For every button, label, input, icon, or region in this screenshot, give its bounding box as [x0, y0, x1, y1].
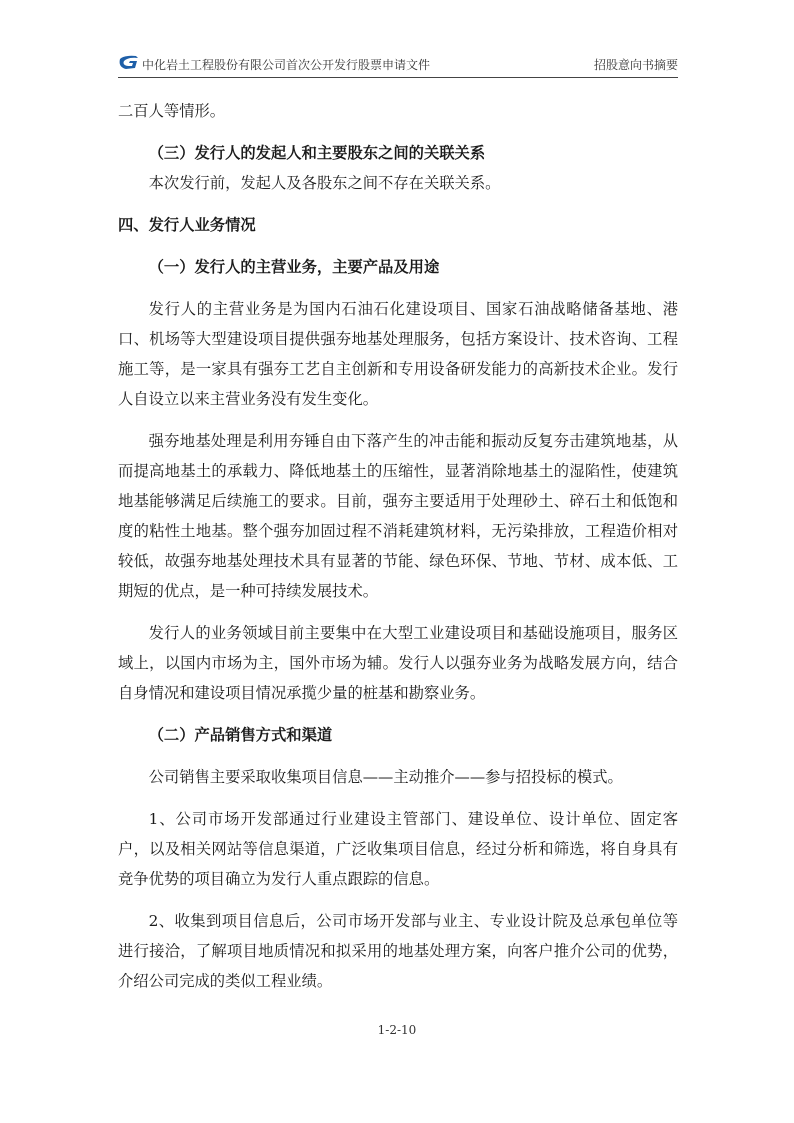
paragraph: 1、公司市场开发部通过行业建设主管部门、建设单位、设计单位、固定客户，以及相关网站等信息渠道，广泛收集项目信息，经过分析和筛选，将自身具有竞争优势的项目确立为发行人重点跟踪的信息。 [118, 810, 678, 888]
section-heading: （二）产品销售方式和渠道 [148, 726, 333, 744]
paragraph: 二百人等情形。 [118, 102, 226, 120]
paragraph: 发行人的主营业务是为国内石油石化建设项目、国家石油战略储备基地、港口、机场等大型建设项目提供强夯地基处理服务，包括方案设计、技术咨询、工程施工等，是一家具有强夯工艺自主创新和专用设备研发能力的高新技术企业。发行人自设立以来主营业务没有发生变化。 [118, 300, 678, 408]
header-divider [118, 77, 678, 78]
page-number: 1-2-10 [377, 1023, 417, 1037]
company-logo-icon [118, 55, 140, 71]
paragraph: 公司销售主要采取收集项目信息——主动推介——参与招投标的模式。 [148, 768, 623, 786]
section-heading: 四、发行人业务情况 [118, 216, 256, 234]
page-content [118, 96, 678, 996]
paragraph: 本次发行前，发起人及各股东之间不存在关联关系。 [148, 174, 501, 192]
paragraph: 2、收集到项目信息后，公司市场开发部与业主、专业设计院及总承包单位等进行接洽，了解项目地质情况和拟采用的地基处理方案，向客户推介公司的优势，介绍公司完成的类似工程业绩。 [118, 912, 678, 990]
document-type: 招股意向书摘要 [593, 58, 678, 72]
paragraph: 发行人的业务领域目前主要集中在大型工业建设项目和基础设施项目，服务区域上，以国内市场为主，国外市场为辅。发行人以强夯业务为战略发展方向，结合自身情况和建设项目情况承揽少量的桩基和勘察业务。 [118, 624, 678, 702]
section-heading: （三）发行人的发起人和主要股东之间的关联关系 [148, 144, 486, 162]
section-heading: （一）发行人的主营业务，主要产品及用途 [148, 258, 440, 276]
page-header [118, 52, 678, 78]
company-name: 中化岩土工程股份有限公司首次公开发行股票申请文件 [142, 58, 431, 72]
paragraph: 强夯地基处理是利用夯锤自由下落产生的冲击能和振动反复夯击建筑地基，从而提高地基土的承载力、降低地基土的压缩性，显著消除地基土的湿陷性，使建筑地基能够满足后续施工的要求。目前，强夯主要适用于处理砂土、碎石土和低饱和度的粘性土地基。整个强夯加固过程不消耗建筑材料，无污染排放，工程造价相对较低，故强夯地基处理技术具有显著的节能、绿色环保、节地、节材、成本低、工期短的优点，是一种可持续发展技术。 [118, 432, 678, 600]
